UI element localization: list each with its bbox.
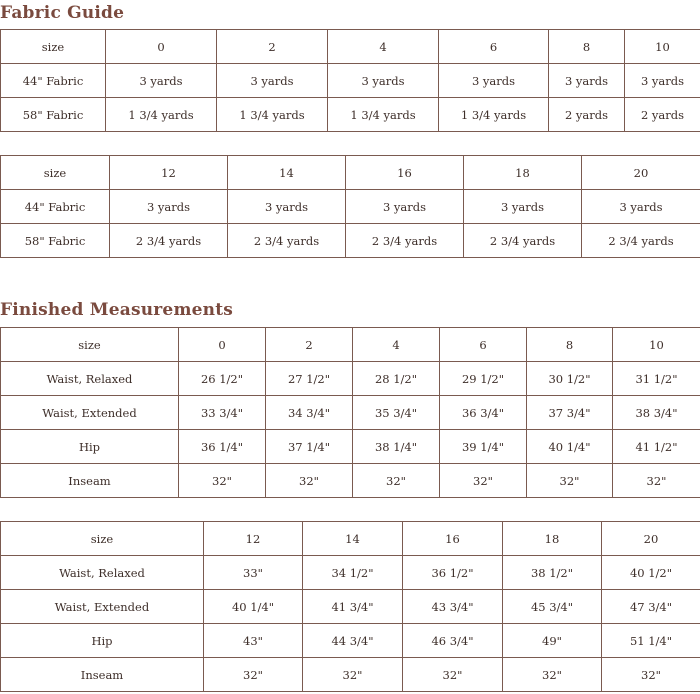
table-cell: 3 yards bbox=[582, 190, 700, 224]
table-cell: 38 1/4" bbox=[353, 430, 440, 464]
table-cell: 33" bbox=[204, 556, 303, 590]
table-row bbox=[1, 396, 700, 430]
table-cell: 34 3/4" bbox=[266, 396, 353, 430]
table-header-row bbox=[1, 328, 700, 362]
table-cell: 33 3/4" bbox=[179, 396, 266, 430]
table-cell: 32" bbox=[403, 658, 503, 692]
table-row bbox=[1, 658, 700, 692]
table-cell: 31 1/2" bbox=[613, 362, 700, 396]
table-cell: 1 3/4 yards bbox=[328, 98, 439, 132]
header-cell: 12 bbox=[110, 156, 228, 190]
table-cell: 38 1/2" bbox=[503, 556, 602, 590]
row-label-cell: 44" Fabric bbox=[1, 64, 106, 98]
table-cell: 43" bbox=[204, 624, 303, 658]
table-cell: 40 1/2" bbox=[602, 556, 700, 590]
table-cell: 41 3/4" bbox=[303, 590, 403, 624]
table-cell: 2 yards bbox=[549, 98, 625, 132]
fabric-guide-title: Fabric Guide bbox=[0, 3, 125, 23]
table-row bbox=[1, 590, 700, 624]
table-cell: 46 3/4" bbox=[403, 624, 503, 658]
table-cell: 3 yards bbox=[217, 64, 328, 98]
row-label-cell: 44" Fabric bbox=[1, 190, 110, 224]
table-cell: 34 1/2" bbox=[303, 556, 403, 590]
table-cell: 3 yards bbox=[228, 190, 346, 224]
table-cell: 1 3/4 yards bbox=[217, 98, 328, 132]
table-cell: 2 3/4 yards bbox=[464, 224, 582, 258]
table-row bbox=[1, 224, 700, 258]
header-cell: size bbox=[1, 30, 106, 64]
header-cell: 10 bbox=[613, 328, 700, 362]
fabric-table-sizes-12-20 bbox=[0, 155, 700, 258]
header-cell: 18 bbox=[503, 522, 602, 556]
header-cell: 20 bbox=[582, 156, 700, 190]
table-cell: 28 1/2" bbox=[353, 362, 440, 396]
table-cell: 3 yards bbox=[106, 64, 217, 98]
table-row bbox=[1, 190, 700, 224]
table-row bbox=[1, 624, 700, 658]
table-cell: 43 3/4" bbox=[403, 590, 503, 624]
header-cell: 0 bbox=[179, 328, 266, 362]
table-cell: 27 1/2" bbox=[266, 362, 353, 396]
header-cell: 12 bbox=[204, 522, 303, 556]
table-cell: 32" bbox=[503, 658, 602, 692]
header-cell: 2 bbox=[266, 328, 353, 362]
table-row bbox=[1, 64, 700, 98]
header-cell: 8 bbox=[527, 328, 613, 362]
row-label-cell: Waist, Relaxed bbox=[1, 556, 204, 590]
table-header-row bbox=[1, 522, 700, 556]
header-cell: 8 bbox=[549, 30, 625, 64]
header-cell: 16 bbox=[403, 522, 503, 556]
table-cell: 32" bbox=[353, 464, 440, 498]
fabric-table-sizes-0-10 bbox=[0, 29, 700, 132]
table-cell: 39 1/4" bbox=[440, 430, 527, 464]
table-cell: 35 3/4" bbox=[353, 396, 440, 430]
header-cell: 6 bbox=[439, 30, 549, 64]
table-row bbox=[1, 98, 700, 132]
table-cell: 32" bbox=[303, 658, 403, 692]
table-cell: 32" bbox=[527, 464, 613, 498]
table-cell: 36 1/2" bbox=[403, 556, 503, 590]
table-cell: 3 yards bbox=[549, 64, 625, 98]
finished-measurements-title: Finished Measurements bbox=[0, 300, 234, 320]
header-cell: 10 bbox=[625, 30, 700, 64]
table-cell: 3 yards bbox=[625, 64, 700, 98]
header-cell: 16 bbox=[346, 156, 464, 190]
header-cell: size bbox=[1, 156, 110, 190]
table-cell: 30 1/2" bbox=[527, 362, 613, 396]
header-cell: 14 bbox=[303, 522, 403, 556]
header-cell: 4 bbox=[328, 30, 439, 64]
table-cell: 45 3/4" bbox=[503, 590, 602, 624]
table-cell: 3 yards bbox=[328, 64, 439, 98]
table-cell: 44 3/4" bbox=[303, 624, 403, 658]
measurements-table-sizes-0-10 bbox=[0, 327, 700, 498]
table-header-row bbox=[1, 30, 700, 64]
row-label-cell: 58" Fabric bbox=[1, 224, 110, 258]
header-cell: size bbox=[1, 328, 179, 362]
table-cell: 36 1/4" bbox=[179, 430, 266, 464]
table-row bbox=[1, 556, 700, 590]
row-label-cell: Inseam bbox=[1, 658, 204, 692]
table-cell: 38 3/4" bbox=[613, 396, 700, 430]
table-cell: 3 yards bbox=[439, 64, 549, 98]
table-row bbox=[1, 430, 700, 464]
table-cell: 40 1/4" bbox=[527, 430, 613, 464]
header-cell: 18 bbox=[464, 156, 582, 190]
table-cell: 3 yards bbox=[346, 190, 464, 224]
row-label-cell: Inseam bbox=[1, 464, 179, 498]
header-cell: size bbox=[1, 522, 204, 556]
row-label-cell: Hip bbox=[1, 624, 204, 658]
header-cell: 14 bbox=[228, 156, 346, 190]
table-cell: 32" bbox=[266, 464, 353, 498]
table-cell: 1 3/4 yards bbox=[106, 98, 217, 132]
row-label-cell: Hip bbox=[1, 430, 179, 464]
table-cell: 3 yards bbox=[110, 190, 228, 224]
table-cell: 32" bbox=[204, 658, 303, 692]
table-header-row bbox=[1, 156, 700, 190]
table-cell: 41 1/2" bbox=[613, 430, 700, 464]
header-cell: 6 bbox=[440, 328, 527, 362]
header-cell: 0 bbox=[106, 30, 217, 64]
header-cell: 2 bbox=[217, 30, 328, 64]
table-cell: 37 1/4" bbox=[266, 430, 353, 464]
row-label-cell: Waist, Relaxed bbox=[1, 362, 179, 396]
table-cell: 2 yards bbox=[625, 98, 700, 132]
table-cell: 32" bbox=[179, 464, 266, 498]
table-cell: 32" bbox=[602, 658, 700, 692]
table-cell: 26 1/2" bbox=[179, 362, 266, 396]
header-cell: 4 bbox=[353, 328, 440, 362]
table-cell: 2 3/4 yards bbox=[110, 224, 228, 258]
row-label-cell: Waist, Extended bbox=[1, 396, 179, 430]
table-cell: 2 3/4 yards bbox=[582, 224, 700, 258]
row-label-cell: Waist, Extended bbox=[1, 590, 204, 624]
table-row bbox=[1, 464, 700, 498]
table-cell: 2 3/4 yards bbox=[346, 224, 464, 258]
row-label-cell: 58" Fabric bbox=[1, 98, 106, 132]
table-cell: 49" bbox=[503, 624, 602, 658]
table-cell: 37 3/4" bbox=[527, 396, 613, 430]
table-cell: 36 3/4" bbox=[440, 396, 527, 430]
table-row bbox=[1, 362, 700, 396]
table-cell: 2 3/4 yards bbox=[228, 224, 346, 258]
table-cell: 3 yards bbox=[464, 190, 582, 224]
table-cell: 47 3/4" bbox=[602, 590, 700, 624]
table-cell: 1 3/4 yards bbox=[439, 98, 549, 132]
header-cell: 20 bbox=[602, 522, 700, 556]
table-cell: 40 1/4" bbox=[204, 590, 303, 624]
table-cell: 32" bbox=[613, 464, 700, 498]
table-cell: 29 1/2" bbox=[440, 362, 527, 396]
table-cell: 32" bbox=[440, 464, 527, 498]
measurements-table-sizes-12-20 bbox=[0, 521, 700, 692]
table-cell: 51 1/4" bbox=[602, 624, 700, 658]
